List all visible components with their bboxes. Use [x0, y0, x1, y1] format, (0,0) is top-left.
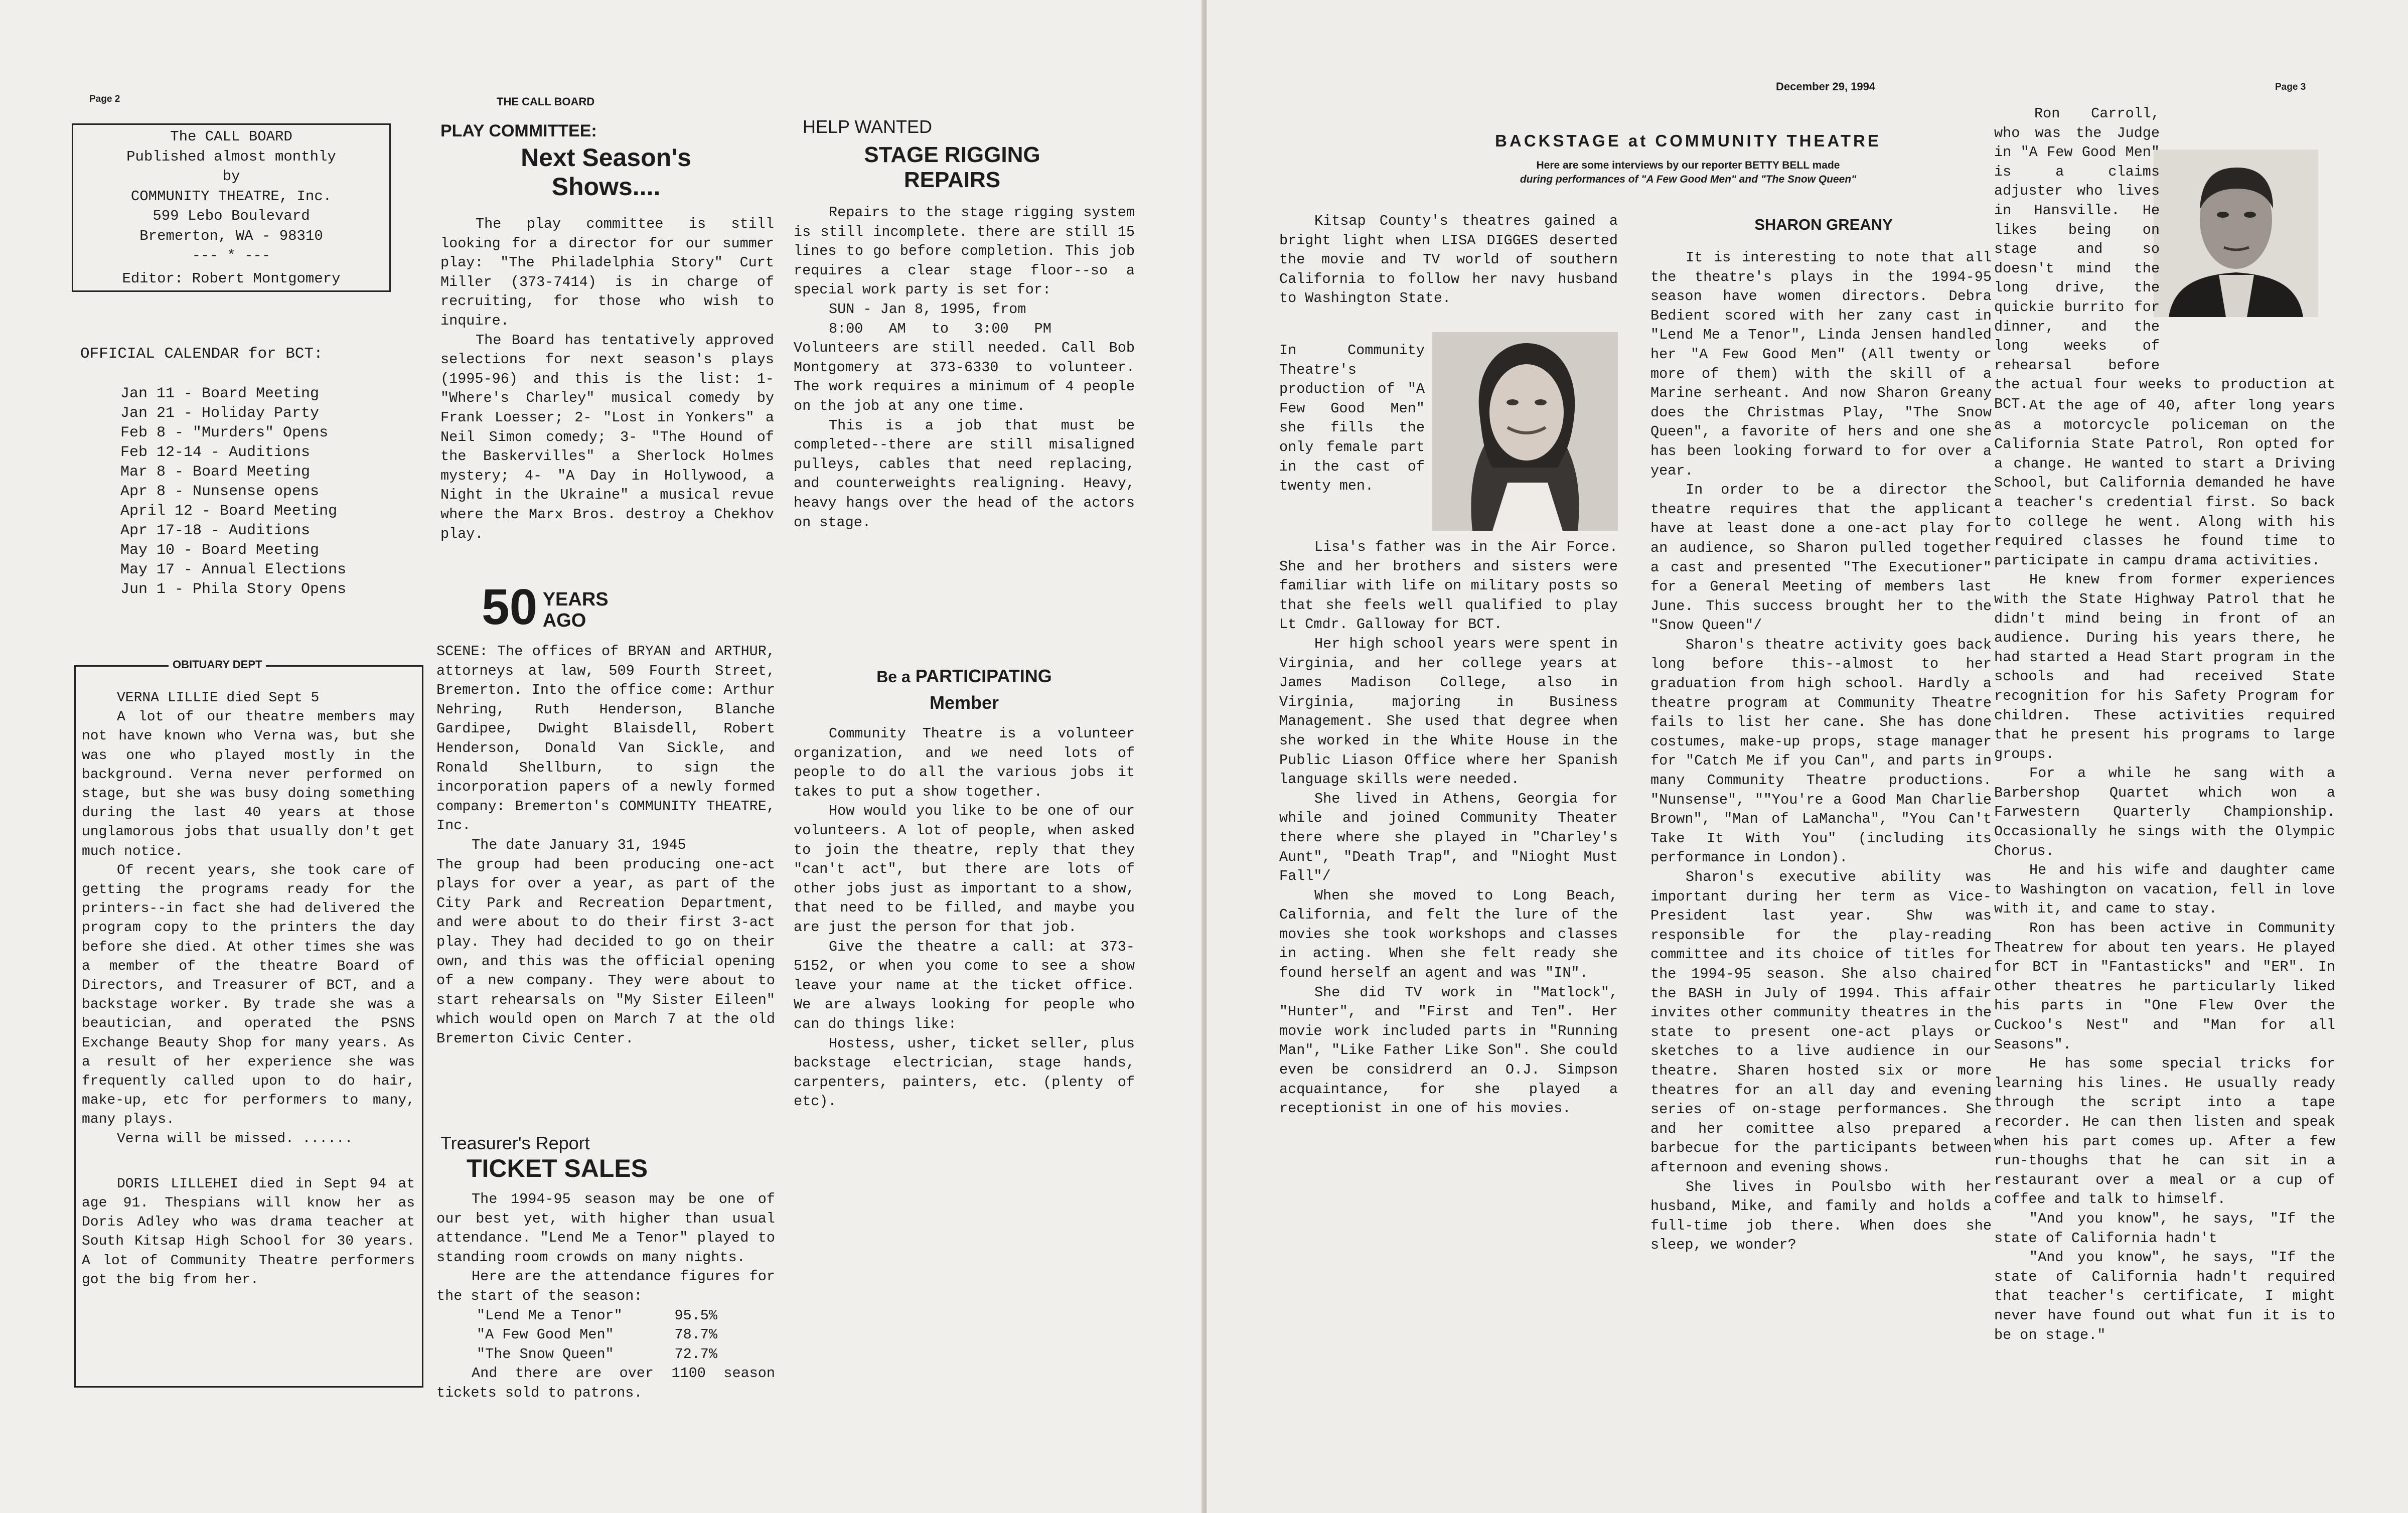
masthead-line: Bremerton, WA - 98310 — [139, 227, 323, 244]
help-wanted-when: 8:00 AM to 3:00 PM — [829, 320, 1051, 337]
help-wanted-kicker: HELP WANTED — [803, 116, 933, 137]
participating-paragraph: Community Theatre is a volunteer organization, and we need lots of people to do all the various jobs it takes to put a show together. — [794, 725, 1135, 800]
ron-paragraph: "And you know", he says, "If the state of California hadn't — [1994, 1210, 2335, 1247]
attendance-show: "The Snow Queen" — [477, 1345, 614, 1363]
calendar-item: Feb 12-14 - Auditions — [120, 444, 311, 461]
lisa-paragraph: Kitsap County's theatres gained a bright light when LISA DIGGES deserted the movie and TV world of southern California to follow her navy husband to Washington State. — [1279, 213, 1618, 307]
sharon-paragraph: In order to be a director the theatre requires that the applicant have at least done a one-act play for an audience, so Sharon pulled together a cast and presented "The Executioner" for a General Meeting of members last June. This success brought her to the "Snow Queen"/ — [1650, 482, 1992, 634]
lisa-caption — [1279, 341, 1425, 496]
obituary-paragraph: A lot of our theatre members may not have known who Verna was, but she was one who played mostly in the background. Verna never performed on stage, but she was busy doing something during the last 40 years at those unglamorous jobs that usually don't get much notice. — [82, 709, 415, 859]
fifty-years-text — [436, 642, 775, 1048]
play-committee-kicker: PLAY COMMITTEE: — [440, 121, 597, 140]
calendar-item: Jun 1 - Phila Story Opens — [120, 581, 347, 598]
backstage-dek: Here are some interviews by our reporter — [1536, 160, 1745, 171]
lisa-paragraph: Lisa's father was in the Air Force. She and her brothers and sisters were familiar with life on military posts so that she feels well qualified to play Lt Cmdr. Galloway for BCT. — [1279, 539, 1618, 633]
ron-intro — [1994, 104, 2335, 414]
lisa-paragraph: When she moved to Long Beach, California, and felt the lure of the movies she took workshops and classes in acting. When she felt ready she found herself an agent and was "IN". — [1279, 887, 1618, 982]
fifty-years-heading — [482, 579, 609, 637]
help-wanted-text — [794, 203, 1135, 532]
calendar-item: Mar 8 - Board Meeting — [120, 464, 311, 481]
treasurer-text — [436, 1190, 775, 1403]
calendar-list — [120, 384, 346, 599]
calendar-item: Feb 8 - "Murders" Opens — [120, 424, 329, 441]
attendance-row — [477, 1325, 717, 1345]
fifty-word-ago: AGO — [542, 610, 586, 631]
ron-paragraph: "And you know", he says, "If the state of California hadn't required that teacher's certificate, I might never have found out what fun it is to be on stage." — [1994, 1249, 2335, 1343]
attendance-row — [477, 1345, 717, 1365]
participating-paragraph: Hostess, usher, ticket seller, plus backstage electrician, stage hands, carpenters, painters, etc. (plenty of etc). — [794, 1035, 1135, 1110]
treasurer-lead: Here are the attendance figures for the start of the season: — [436, 1268, 775, 1304]
treasurer-kicker: Treasurer's Report — [440, 1133, 590, 1153]
page-2 — [0, 0, 1201, 1513]
page-number-left: Page 2 — [89, 94, 120, 104]
ron-intro-span: Ron Carroll, who was the Judge in "A Few Good Men" is a claims adjuster who lives in Hansville. He likes being on stage and so doesn't mind the long drive, the quickie burrito for dinner, and the long weeks of rehearsal before the actual four weeks to production at BCT. — [1994, 105, 2335, 412]
calendar-item: May 10 - Board Meeting — [120, 542, 320, 559]
calendar-item: May 17 - Annual Elections — [120, 561, 347, 578]
masthead-line: The CALL BOARD — [170, 128, 292, 145]
sharon-paragraph: It is interesting to note that all the theatre's plays in the 1994-95 season have women directors. Debra Bedient scored with her zany cast in "Lend Me a Tenor", Linda Jensen handled her "A Few Good Men" (All twenty or more of them) with the skill of a Marine serheant. And now Sharon Greany does the Christmas Play, "The Snow Queen", a favorite of hers and one she has been looking forward to for over a year. — [1650, 249, 1992, 479]
lisa-paragraph: She lived in Athens, Georgia for while and joined Community Theater there where she played in "Charley's Aunt", "Death Trap", and "Nioght Must Fall"/ — [1279, 790, 1618, 885]
sharon-headline: SHARON GREANY — [1754, 216, 1893, 233]
fifty-number: 50 — [482, 579, 538, 635]
participating-text — [794, 724, 1135, 1112]
calendar-item: Jan 11 - Board Meeting — [120, 385, 320, 402]
participating-heading — [794, 663, 1135, 716]
reporter-name: BETTY BELL — [1745, 160, 1810, 171]
backstage-dek: made — [1809, 160, 1840, 171]
issue-date: December 29, 1994 — [1776, 80, 1876, 93]
lisa-paragraph: Her high school years were spent in Virginia, and her college years at James Madison College, also in Virginia, majoring in Business Management. She used that degree when she worked in the White House in the Public Liason Office where her Spanish language skills were needed. — [1279, 635, 1618, 788]
masthead-line: --- * --- — [192, 247, 271, 264]
lisa-intro — [1279, 212, 1618, 309]
participating-kicker: Be a — [876, 668, 911, 686]
participating-kicker-bold: PARTICIPATING — [915, 666, 1052, 686]
attendance-show: "Lend Me a Tenor" — [477, 1307, 623, 1324]
help-wanted-when: SUN - Jan 8, 1995, from — [829, 300, 1026, 318]
ron-paragraph: At the age of 40, after long years as a motorcycle policeman on the California State Patrol, Ron opted for a change. He wanted to start a Driving School, but California demanded he have a teacher's credential first. So back to college he went. Along with his required classes he found time to participate in campu drama activities. — [1994, 397, 2335, 569]
play-committee-text — [440, 215, 774, 544]
obituary-paragraph: DORIS LILLEHEI died in Sept 94 at age 91. Thespians will know her as Doris Adley who was drama teacher at South Kitsap High School for 30 years. A lot of Community Theatre performers got the big from her. — [82, 1176, 415, 1288]
attendance-show: "A Few Good Men" — [477, 1326, 614, 1343]
sharon-paragraph: Sharon's executive ability was important during her term as Vice-President last year. Shw was responsible for the play-reading committee and its choice of titles for the 1994-95 season. She also chaired the BASH in July of 1994. This affair invites other community theatres in the state to present one-act plays or sketches to a live audience in our theatre. Sharen hosted six or more theatres for an all day and evening series of on-stage performances. She and her comittee also prepared a barbecue for the participants between afternoon and evening shows. — [1650, 869, 1992, 1176]
participating-paragraph: Give the theatre a call: at 373-5152, or when you come to see a show leave your name at the ticket office. We are always looking for people who can do things like: — [794, 938, 1135, 1032]
calendar-item: April 12 - Board Meeting — [120, 503, 338, 520]
masthead-line: 599 Lebo Boulevard — [153, 208, 310, 224]
obituary-text — [82, 689, 415, 1290]
backstage-dek-2: during performances of "A Few Good Men" and "The Snow Queen" — [1520, 174, 1857, 185]
masthead-box — [72, 123, 391, 292]
help-wanted-paragraph: This is a job that must be completed--there are still misaligned pulleys, cables that need replacing, and counterweights realigning. Heavy, heavy hangs over the head of the actors on stage. — [794, 417, 1135, 531]
attendance-pct: 78.7% — [674, 1326, 717, 1343]
help-wanted-paragraph: Repairs to the stage rigging system is still incomplete. there are still 15 lines to go before completion. This job requires a clear stage floor--so a special work party is set for: — [794, 204, 1135, 298]
attendance-figures — [436, 1306, 717, 1365]
attendance-pct: 72.7% — [674, 1345, 717, 1363]
play-committee-section — [440, 121, 774, 201]
attendance-row — [477, 1306, 717, 1326]
sharon-body — [1650, 248, 1992, 1255]
treasurer-section — [440, 1133, 774, 1183]
participating-paragraph: How would you like to be one of our volunteers. A lot of people, when asked to join the theatre, reply that they "can't act", but there are lots of other jobs just as important to a show, that need to be filled, and maybe you are just the person for that job. — [794, 803, 1135, 936]
obituary-title: OBITUARY DEPT — [169, 658, 266, 671]
ron-paragraph: Ron has been active in Community Theatrew for about ten years. He played for BCT in "Fantasticks" and "ER". In other theatres he particularly liked his parts in "One Flew Over the Cuckoo's Nest" and "Man for all Seasons". — [1994, 920, 2335, 1053]
attendance-pct: 95.5% — [674, 1307, 717, 1324]
lisa-caption-text: In Community Theatre's production of "A Few Good Men" she fills the only female part in the cast of twenty men. — [1279, 342, 1425, 495]
calendar-title: OFFICIAL CALENDAR for BCT: — [80, 345, 323, 363]
backstage-headline: BACKSTAGE at COMMUNITY THEATRE — [1495, 131, 1881, 150]
sharon-paragraph: Sharon's theatre activity goes back long before this--almost to her graduation from high school. Hardly a theatre program at Community Theatre fails to list her cane. She has done costumes, make-up props, stage manager for "Catch Me if you Can", and parts in many Community Theatre productions. "Nunsense", ""You're a Good Man Charlie Brown", "Man of LaMancha", "You Can't Take It With You" (including its performance in London). — [1650, 636, 1992, 866]
obituary-box — [74, 658, 423, 1388]
treasurer-headline: TICKET SALES — [467, 1154, 648, 1182]
fifty-years-paragraph: SCENE: The offices of BRYAN and ARTHUR, attorneys at law, 509 Fourth Street, Bremerton. Into the office come: Arthur Nehring, Ruth Henderson, Blanche Gardipee, Dwight Blaisdell, Robert Henderson, Donald Van Sickle, and Ronald Shellburn, to sign the incorporation papers of a newly formed company: Bremerton's COMMUNITY THEATRE, Inc. — [436, 643, 775, 834]
lisa-body — [1279, 538, 1618, 1119]
play-committee-paragraph: The Board has tentatively approved selections for next season's plays (1995-96) and this is the list: 1- "Where's Charley" musical comedy by Frank Loesser; 2- "Lost in Yonkers" a Neil Simon comedy; 3- "The Hound of the Baskervilles" a Sherlock Holmes mystery; 4- "A Day in Hollywood, a Night in the Ukraine" a musical revue where the Marx Bros. destroy a Chekhov play. — [440, 332, 774, 542]
obituary-paragraph: Verna will be missed. ...... — [117, 1131, 353, 1147]
backstage-header — [1377, 131, 1999, 187]
ron-photo-float — [2160, 143, 2335, 357]
fifty-years-paragraph: The group had been producing one-act plays for over a year, as part of the City Park and Recreation Department, and were about to do their first 3-act play. They had decided to go on their own, and this was the official opening of a new company. They were about to start rehearsals on "My Sister Eileen" which would open on March 7 at the old Bremerton Civic Center. — [436, 856, 775, 1047]
play-committee-paragraph: The play committee is still looking for a director for our summer play: "The Philadelphia Story" Curt Miller (373-7414) is in charge of recruiting, for those who wish to inquire. — [440, 216, 774, 329]
obituary-paragraph: VERNA LILLIE died Sept 5 — [117, 690, 320, 706]
fifty-years-paragraph: The date January 31, 1945 — [472, 836, 686, 853]
masthead-line: Published almost monthly — [126, 148, 336, 165]
help-wanted-paragraph: Volunteers are still needed. Call Bob Montgomery at 373-6330 to volunteer. The work requires a minimum of 4 people on the job at any one time. — [794, 340, 1135, 414]
masthead-line: COMMUNITY THEATRE, Inc. — [130, 188, 332, 205]
calendar-item: Jan 21 - Holiday Party — [120, 405, 320, 422]
calendar-item: Apr 17-18 - Auditions — [120, 522, 311, 539]
sharon-paragraph: She lives in Poulsbo with her husband, Mike, and family and holds a full-time job there. When does she sleep, we wonder? — [1650, 1178, 1992, 1254]
ron-paragraph: He and his wife and daughter came to Washington on vacation, fell in love with it, and came to stay. — [1994, 862, 2335, 918]
lisa-photo — [1432, 332, 1618, 531]
help-wanted-headline: STAGE RIGGING REPAIRS — [864, 142, 1040, 192]
treasurer-intro: The 1994-95 season may be one of our best yet, with higher than usual attendance. "Lend Me a Tenor" played to standing room crowds on many nights. — [436, 1191, 775, 1266]
masthead-editor: Editor: Robert Montgomery — [122, 270, 341, 287]
participating-kicker-member: Member — [929, 692, 999, 713]
fifty-word-years: YEARS — [542, 589, 609, 610]
page-3 — [1207, 0, 2408, 1513]
masthead-line: by — [222, 168, 240, 185]
ron-paragraph: For a while he sang with a Barbershop Quartet which won a Farwestern Quarterly Championship. Occasionally he sings with the Olympic Chorus. — [1994, 765, 2335, 859]
obituary-paragraph: Of recent years, she took care of getting the programs ready for the printers--in fact she had delivered the program copy to the printers the day before she died. At other times she was a member of the theatre Board of Directors, and Treasurer of BCT, and a backstage worker. By trade she was a beautician, and operated the PSNS Exchange Beauty Shop for many years. As a result of her experience she was frequently called upon to do hair, make-up, etc for performers to many, many plays. — [82, 862, 415, 1128]
page-number-right: Page 3 — [2275, 82, 2306, 92]
help-wanted-section — [803, 116, 1139, 193]
lisa-paragraph: She did TV work in "Matlock", "Hunter", and "First and Ten". Her movie work included parts in "Running Man", "Like Father Like Son". She could even be considrerd an O.J. Simpson acquaintance, for she played a receptionist in one of his movies. — [1279, 984, 1618, 1117]
play-committee-headline: Next Season's Shows.... — [521, 143, 691, 201]
ron-body — [1994, 396, 2335, 1345]
calendar-item: Apr 8 - Nunsense opens — [120, 483, 320, 500]
running-head: THE CALL BOARD — [497, 95, 595, 108]
treasurer-closing: And there are over 1100 season tickets sold to patrons. — [436, 1365, 775, 1401]
ron-paragraph: He knew from former experiences with the State Highway Patrol that he didn't mind being in front of an audience. During his years there, he had started a Head Start program in the schools and had received State recognition for his Safety Program for children. These activities required that he present his programs to large groups. — [1994, 571, 2335, 763]
ron-paragraph: He has some special tricks for learning his lines. He usually ready through the script into a tape recorder. He can then listen and speak when his part comes up. After a few run-thoughs that he can sit in a restaurant over a meal or a cup of coffee and talk to himself. — [1994, 1055, 2335, 1208]
